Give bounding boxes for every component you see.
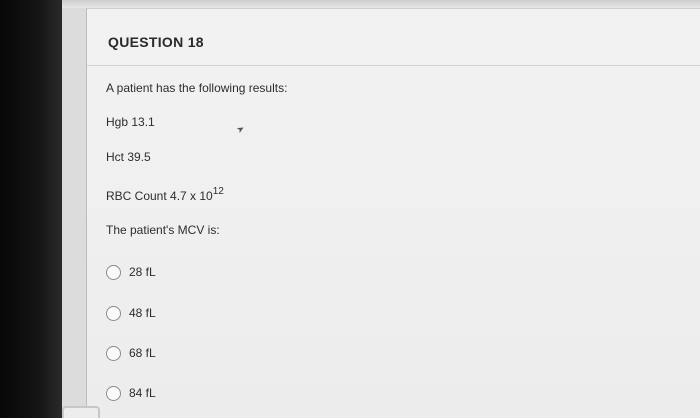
radio-button-icon[interactable]	[106, 306, 121, 321]
question-title: QUESTION 18	[108, 34, 204, 50]
question-intro: A patient has the following results:	[106, 81, 288, 95]
result-hct: Hct 39.5	[106, 150, 151, 164]
question-panel	[86, 8, 700, 418]
radio-button-icon[interactable]	[106, 386, 121, 401]
result-rbc-base: RBC Count 4.7 x 10	[106, 189, 213, 203]
answer-option-2[interactable]	[106, 303, 156, 323]
window-corner-tab	[62, 406, 100, 418]
mouse-cursor-icon: ➤	[234, 122, 247, 136]
result-rbc-exponent: 12	[212, 186, 224, 197]
result-hgb: Hgb 13.1	[106, 115, 155, 129]
radio-button-icon[interactable]	[106, 346, 121, 361]
answer-option-label: 28 fL	[129, 265, 156, 279]
top-strip	[62, 0, 700, 8]
result-rbc	[106, 187, 224, 203]
answer-option-label: 68 fL	[129, 346, 156, 360]
answer-option-3[interactable]	[106, 343, 156, 363]
monitor-bezel	[0, 0, 62, 418]
answer-option-label: 84 fL	[129, 386, 156, 400]
answer-option-1[interactable]	[106, 262, 156, 282]
answer-option-label: 48 fL	[129, 306, 156, 320]
radio-button-icon[interactable]	[106, 265, 121, 280]
title-divider	[87, 65, 700, 66]
question-prompt: The patient's MCV is:	[106, 223, 220, 237]
answer-option-4[interactable]	[106, 383, 156, 403]
